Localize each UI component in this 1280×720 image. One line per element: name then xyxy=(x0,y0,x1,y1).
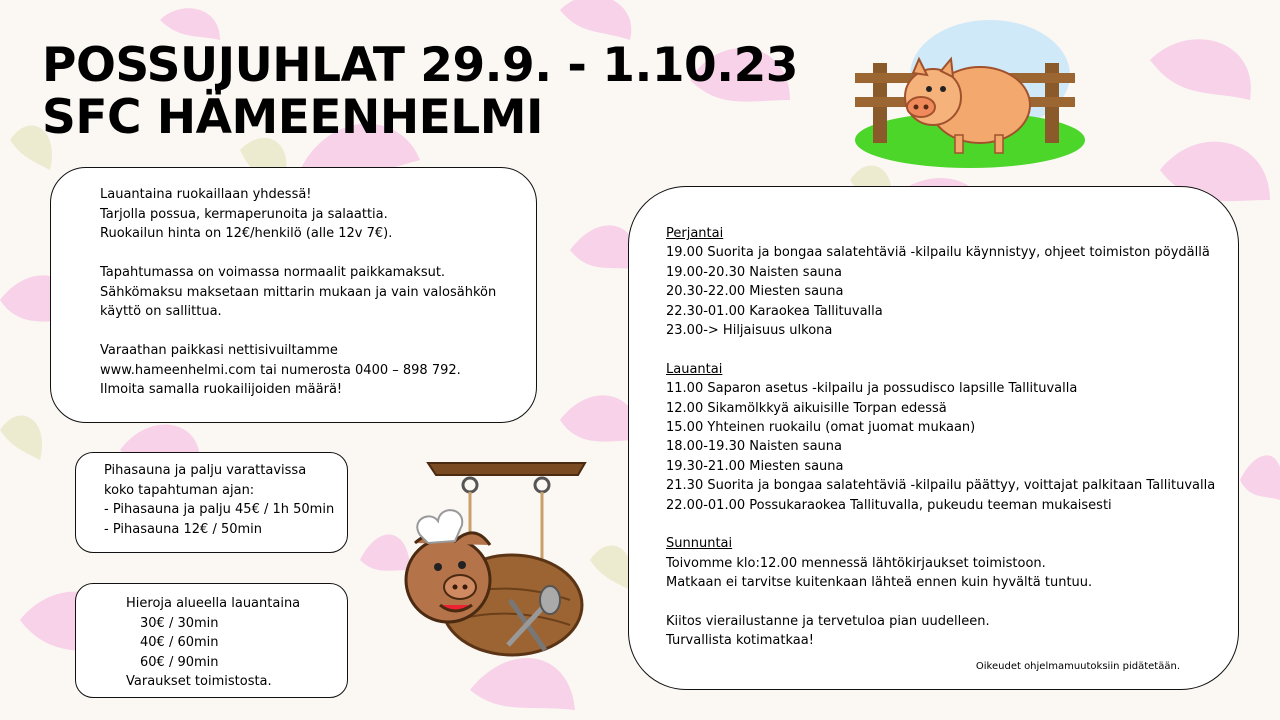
day-heading-saturday: Lauantai xyxy=(666,361,723,377)
schedule-item: 19.30-21.00 Miesten sauna xyxy=(666,458,844,474)
schedule-item: 22.00-01.00 Possukaraokea Tallituvalla, pukeudu teeman mukaisesti xyxy=(666,497,1112,513)
schedule-item: 22.30-01.00 Karaokea Tallituvalla xyxy=(666,303,883,319)
schedule-item: 19.00 Suorita ja bongaa salatehtäviä -kilpailu käynnistyy, ohjeet toimiston pöydällä xyxy=(666,245,1210,261)
info-line: Sähkömaksu maksetaan mittarin mukaan ja vain valosähkön xyxy=(100,284,497,300)
closing-line: Kiitos vierailustanne ja tervetuloa pian uudelleen. xyxy=(666,614,990,630)
sauna-box xyxy=(75,452,348,553)
schedule-item: 12.00 Sikamölkkyä aikuisille Torpan edessä xyxy=(666,400,947,416)
schedule-item: 18.00-19.30 Naisten sauna xyxy=(666,439,842,455)
info-line: Tapahtumassa on voimassa normaalit paikkamaksut. xyxy=(100,265,446,280)
schedule-item: 20.30-22.00 Miesten sauna xyxy=(666,284,844,300)
footnote: Oikeudet ohjelmamuutoksiin pidätetään. xyxy=(975,661,1180,672)
page-title xyxy=(42,40,798,144)
info-line: Varaathan paikkasi nettisivuiltamme xyxy=(100,343,338,358)
info-line: Ilmoita samalla ruokailijoiden määrä! xyxy=(100,382,343,397)
schedule-item: 19.00-20.30 Naisten sauna xyxy=(666,264,842,280)
schedule-item: 15.00 Yhteinen ruokailu (omat juomat mukaan) xyxy=(666,420,976,436)
info-line: Lauantaina ruokaillaan yhdessä! xyxy=(100,187,312,202)
schedule-item: 11.00 Saparon asetus -kilpailu ja possudisco lapsille Tallituvalla xyxy=(666,381,1078,397)
pig-at-fence-icon xyxy=(845,15,1090,175)
massage-price: 40€ / 60min xyxy=(140,635,219,650)
massage-price: 30€ / 30min xyxy=(140,615,219,631)
title-line-1: POSSUJUHLAT 29.9. - 1.10.23 xyxy=(42,38,799,93)
schedule-item: Matkaan ei tarvitse kuitenkaan lähteä ennen kuin hyvältä tuntuu. xyxy=(666,575,1093,591)
restaurant-sign-icon xyxy=(400,455,595,670)
schedule-item: Toivomme klo:12.00 mennessä lähtökirjaukset toimistoon. xyxy=(666,555,1046,571)
sauna-line: Pihasauna ja palju varattavissa xyxy=(104,463,307,478)
sauna-price: - Pihasauna 12€ / 50min xyxy=(104,521,263,537)
meal-info xyxy=(100,185,536,244)
title-line-2: SFC HÄMEENHELMI xyxy=(42,90,543,145)
schedule-item: 21.30 Suorita ja bongaa salatehtäviä -kilpailu päättyy, voittajat palkitaan Tallituvalla xyxy=(666,478,1216,494)
sauna-line: koko tapahtuman ajan: xyxy=(104,482,255,498)
info-line: Tarjolla possua, kermaperunoita ja salaattia. xyxy=(100,206,388,222)
sauna-price: - Pihasauna ja palju 45€ / 1h 50min xyxy=(104,502,335,517)
booking-info xyxy=(100,341,536,400)
day-heading-sunday: Sunnuntai xyxy=(666,536,733,552)
massage-price: 60€ / 90min xyxy=(140,654,219,670)
massage-box xyxy=(75,583,348,698)
schedule-content xyxy=(666,224,1238,651)
schedule-item: 23.00-> Hiljaisuus ulkona xyxy=(666,323,833,339)
info-line: käyttö on sallittua. xyxy=(100,304,222,319)
fees-info xyxy=(100,263,536,322)
massage-footer: Varaukset toimistosta. xyxy=(126,674,272,689)
massage-heading: Hieroja alueella lauantaina xyxy=(126,596,301,611)
closing-line: Turvallista kotimatkaa! xyxy=(666,633,814,649)
info-box xyxy=(50,167,537,423)
info-line: Ruokailun hinta on 12€/henkilö (alle 12v 7€). xyxy=(100,226,393,241)
day-heading-friday: Perjantai xyxy=(666,226,724,241)
info-line: www.hameenhelmi.com tai numerosta 0400 – 898 792. xyxy=(100,362,461,378)
schedule-box xyxy=(628,186,1239,690)
